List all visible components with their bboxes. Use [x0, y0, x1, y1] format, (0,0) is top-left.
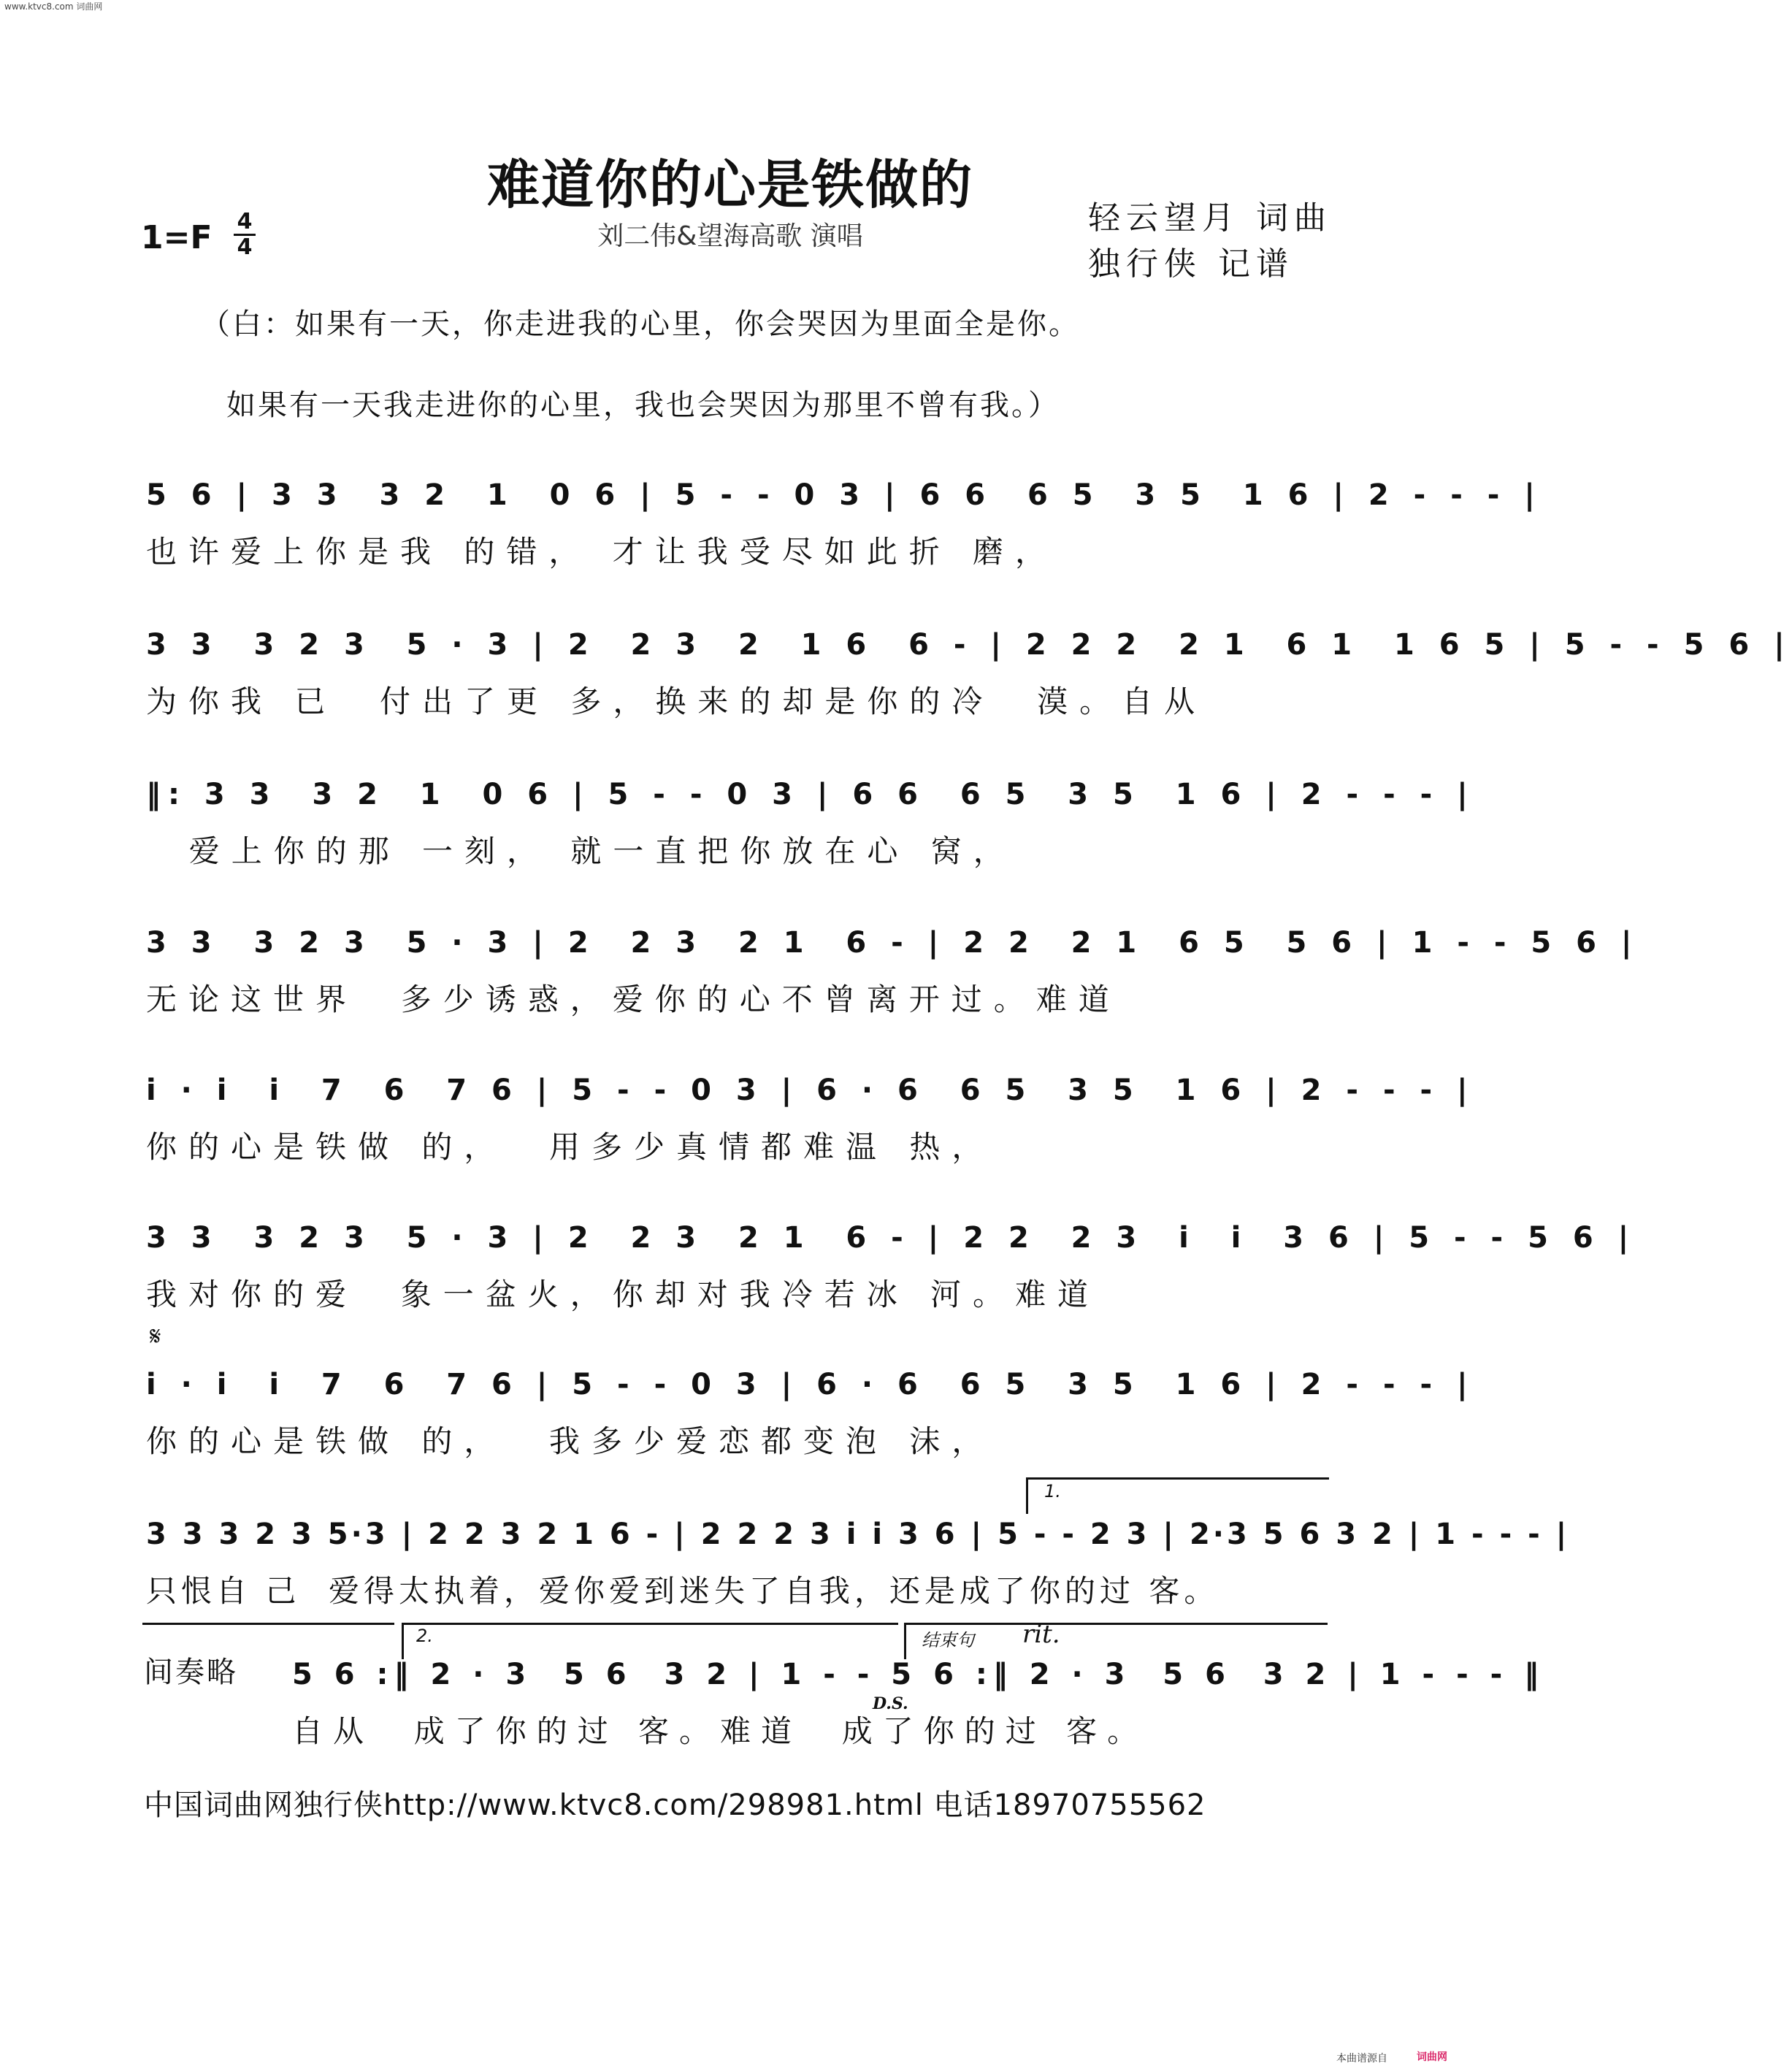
notation-row: i · i i 7 6 7 6 | 5 - - 0 3 | 6 · 6 6 5 3 5 1 6 | 2 - - - | [146, 1074, 1475, 1107]
music-line-7 [146, 1368, 1475, 1461]
notation-row: 3 3 3 2 3 5·3 | 2 2 3 2 1 6 - | 2 2 2 3 i i 3 6 | 5 - - 2 3 | 2·3 5 6 3 2 | 1 - - - | [146, 1518, 1570, 1551]
lyrics-row: 我对你的爱 象一盆火，你却对我冷若冰 河。难道 [146, 1277, 1100, 1312]
lyrics-row: 只恨自 己 爱得太执着，爱你爱到迷失了自我，还是成了你的过 客。 [146, 1573, 1219, 1609]
interlude-rule [142, 1623, 394, 1625]
coda-bracket-edge [904, 1623, 906, 1659]
volta-1-bracket [1026, 1477, 1329, 1480]
site-tag: www.ktvc8.com 词曲网 [4, 1, 103, 12]
lyrics-row: 自从 成了你的过 客。难道 成了你的过 客。 [292, 1713, 1149, 1749]
lyrics-row: 也许爱上你是我 的错， 才让我受尽如此折 磨， [146, 534, 1058, 570]
time-signature [234, 210, 256, 259]
volta-2-bracket [402, 1623, 898, 1625]
time-signature-bottom: 4 [237, 234, 253, 260]
interlude-label: 间奏略 [144, 1656, 238, 1689]
volta-2-bracket-edge [402, 1623, 404, 1659]
notation-row: 3 3 3 2 3 5 · 3 | 2 2 3 2 1 6 - | 2 2 2 3 i i 3 6 | 5 - - 5 6 | [146, 1221, 1636, 1255]
song-title: 难道你的心是铁做的 [486, 153, 973, 215]
lyrics-row: 你的心是铁做 的， 用多少真情都难温 热， [146, 1129, 995, 1165]
notation-row: 5 6 | 3 3 3 2 1 0 6 | 5 - - 0 3 | 6 6 6 5 3 5 1 6 | 2 - - - | [146, 478, 1542, 512]
lyrics-row: 为你我 已 付出了更 多，换来的却是你的冷 漠。自从 [146, 684, 1207, 719]
music-line-4 [146, 926, 1639, 1019]
music-line-2 [146, 628, 1792, 722]
credit-notation: 独行侠 记谱 [1088, 245, 1294, 283]
lyrics-row: 无论这世界 多少诱惑，爱你的心不曾离开过。难道 [146, 982, 1121, 1017]
music-line-5 [146, 1074, 1475, 1167]
performers: 刘二伟&望海高歌 演唱 [597, 221, 863, 251]
notation-row: 5 6 :‖ 2 · 3 5 6 3 2 | 1 - - 5 6 :‖ 2 · 3 5 6 3 2 | 1 - - - ‖ [292, 1658, 1545, 1691]
music-line-1 [146, 478, 1542, 572]
footer-source: 中国词曲网独行侠http://www.ktvc8.com/298981.html 电话18970755562 [144, 1788, 1206, 1822]
notation-row: 3 3 3 2 3 5 · 3 | 2 2 3 2 1 6 - | 2 2 2 1 6 5 5 6 | 1 - - 5 6 | [146, 926, 1639, 960]
volta-1-label: 1. [1044, 1481, 1061, 1501]
coda-label: 结束句 [922, 1630, 974, 1650]
music-line-6 [146, 1221, 1636, 1315]
volta-1-bracket-edge [1026, 1477, 1028, 1514]
volta-2-label: 2. [416, 1626, 433, 1646]
ritardando-mark: rit. [1022, 1620, 1060, 1649]
music-line-3 [146, 778, 1475, 871]
segno-sign: 𝄋 [150, 1322, 161, 1352]
lyrics-row: 你的心是铁做 的， 我多少爱恋都变泡 沫， [146, 1423, 995, 1459]
dialogue-line-2: 如果有一天我走进你的心里，我也会哭因为那里不曾有我。） [226, 389, 1060, 422]
music-line-8 [146, 1518, 1570, 1611]
credit-lyrics-music: 轻云望月 词曲 [1088, 199, 1332, 237]
dal-segno-mark: D.S. [873, 1694, 908, 1713]
lyrics-row: 爱上你的那 一刻， 就一直把你放在心 窝， [146, 833, 1016, 869]
notation-row: i · i i 7 6 7 6 | 5 - - 0 3 | 6 · 6 6 5 3 5 1 6 | 2 - - - | [146, 1368, 1475, 1401]
key-signature: 1=F [141, 219, 212, 256]
music-line-9 [292, 1658, 1545, 1751]
corner-source-text: 本曲谱源自 [1336, 2053, 1387, 2065]
time-signature-top: 4 [237, 209, 253, 234]
corner-site-logo: 词曲网 [1417, 2051, 1447, 2063]
notation-row: ‖: 3 3 3 2 1 0 6 | 5 - - 0 3 | 6 6 6 5 3 5 1 6 | 2 - - - | [146, 778, 1475, 811]
notation-row: 3 3 3 2 3 5 · 3 | 2 2 3 2 1 6 6 - | 2 2 2 2 1 6 1 1 6 5 | 5 - - 5 6 | [146, 628, 1792, 662]
dialogue-line-1: （白：如果有一天，你走进我的心里，你会哭因为里面全是你。 [201, 307, 1080, 341]
coda-bracket [904, 1623, 1328, 1625]
